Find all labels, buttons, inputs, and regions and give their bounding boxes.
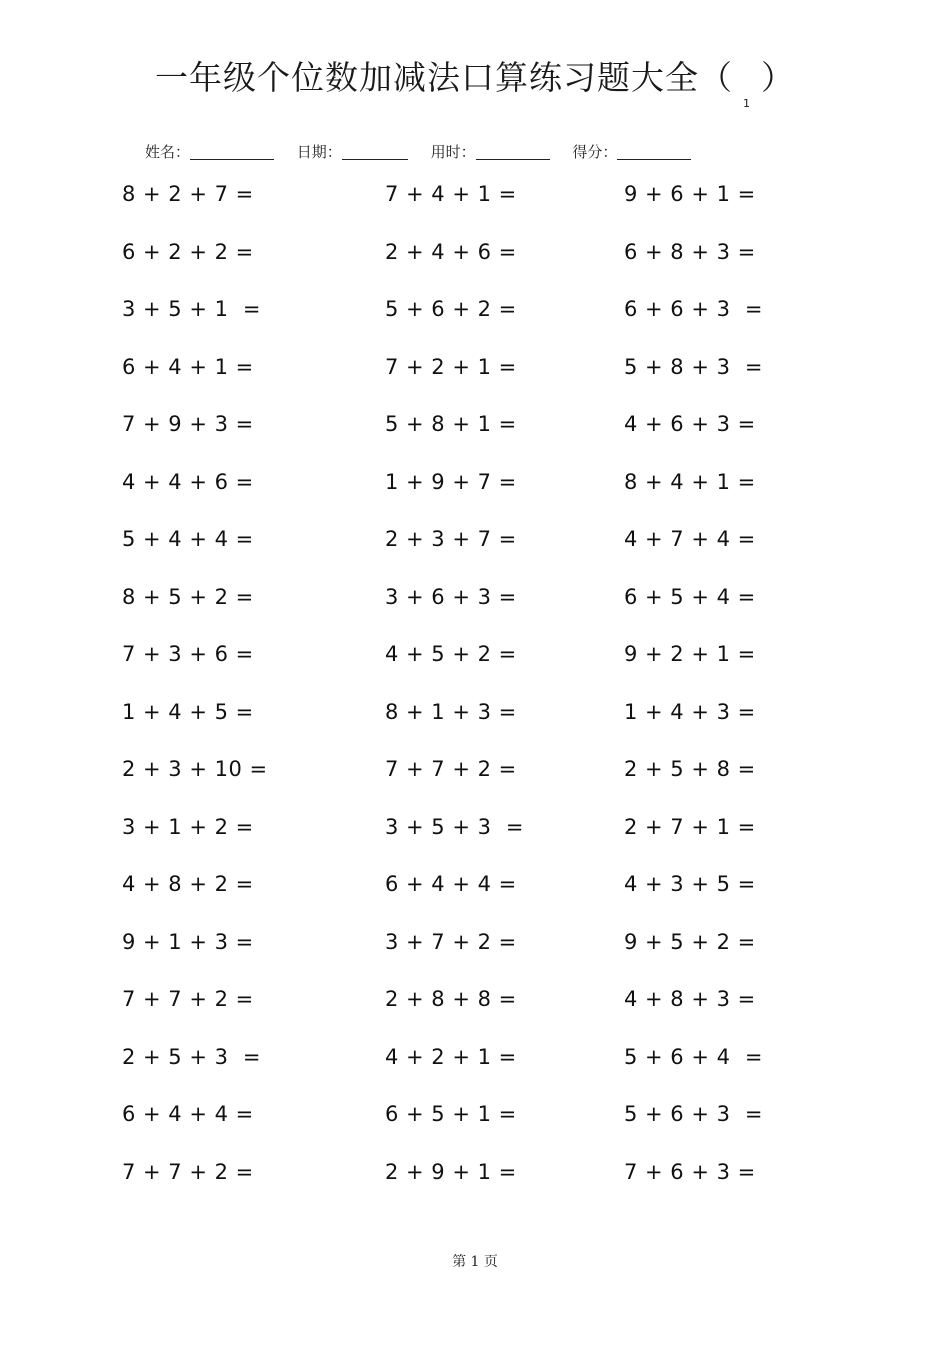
problem: 6 + 2 + 2 = [122,239,254,264]
problem: 2 + 4 + 6 = [385,239,517,264]
problem: 7 + 4 + 1 = [385,182,517,206]
problem: 1 + 9 + 7 = [385,469,517,494]
problem: 9 + 1 + 3 = [122,929,254,954]
problem-row [0,519,950,577]
name-label: 姓名： [145,143,191,161]
problem: 6 + 8 + 3 = [624,239,756,264]
problem: 5 + 6 + 4 = [624,1044,763,1069]
problem: 1 + 4 + 3 = [624,699,756,724]
problem: 8 + 5 + 2 = [122,584,254,609]
date-field[interactable] [297,141,408,162]
problem: 3 + 7 + 2 = [385,929,517,954]
score-field[interactable] [572,141,691,162]
problem: 5 + 6 + 2 = [385,297,517,321]
title-text: 一年级个位数加减法口算练习题大全（ [155,58,733,97]
problem: 2 + 8 + 8 = [385,987,517,1011]
problem: 9 + 2 + 1 = [624,642,756,666]
problem: 2 + 3 + 7 = [385,527,517,551]
page-number: 第 1 页 [452,1254,498,1270]
score-label: 得分： [572,143,618,161]
problem: 2 + 9 + 1 = [385,1159,517,1184]
problem-grid [0,174,950,1209]
problem: 4 + 6 + 3 = [624,412,756,436]
problem-row [0,749,950,807]
problem-row [0,289,950,347]
problem-row [0,174,950,232]
problem: 7 + 6 + 3 = [624,1159,756,1184]
problem: 7 + 9 + 3 = [122,412,254,436]
problem: 6 + 5 + 1 = [385,1102,517,1126]
problem: 5 + 8 + 3 = [624,354,763,379]
problem-row [0,577,950,635]
problem: 4 + 7 + 4 = [624,527,756,551]
name-blank[interactable] [190,143,274,160]
problem: 8 + 4 + 1 = [624,469,756,494]
problem: 6 + 4 + 1 = [122,354,254,379]
problem-row [0,922,950,980]
problem: 3 + 5 + 3 = [385,814,524,839]
date-label: 日期： [296,143,342,161]
problem: 1 + 4 + 5 = [122,699,254,724]
name-field[interactable] [145,141,274,162]
problem: 8 + 1 + 3 = [385,699,517,724]
problem: 6 + 4 + 4 = [122,1102,254,1126]
problem: 4 + 8 + 2 = [122,872,254,896]
problem-row [0,807,950,865]
problem: 3 + 1 + 2 = [122,814,254,839]
time-blank[interactable] [476,143,550,160]
title-close: ） [761,58,795,97]
problem: 7 + 7 + 2 = [122,1159,254,1184]
problem: 4 + 8 + 3 = [624,987,756,1011]
problem: 2 + 7 + 1 = [624,814,756,839]
problem: 7 + 2 + 1 = [385,354,517,379]
problem-row [0,1037,950,1095]
problem-row [0,634,950,692]
problem-row [0,404,950,462]
title-number: 1 [743,97,751,110]
problem: 2 + 5 + 8 = [624,757,756,781]
problem-row [0,1094,950,1152]
problem: 6 + 5 + 4 = [624,584,756,609]
problem-row [0,347,950,405]
problem: 6 + 4 + 4 = [385,872,517,896]
problem: 2 + 3 + 10 = [122,757,268,781]
problem: 5 + 6 + 3 = [624,1102,763,1126]
problem: 3 + 5 + 1 = [122,297,261,321]
problem-row [0,979,950,1037]
problem-row [0,1152,950,1210]
problem: 3 + 6 + 3 = [385,584,517,609]
problem-row [0,864,950,922]
problem: 4 + 2 + 1 = [385,1044,517,1069]
date-blank[interactable] [342,143,408,160]
problem: 5 + 4 + 4 = [122,527,254,551]
problem: 4 + 3 + 5 = [624,872,756,896]
problem: 8 + 2 + 7 = [122,182,254,206]
problem: 4 + 5 + 2 = [385,642,517,666]
problem: 9 + 6 + 1 = [624,182,756,206]
problem: 7 + 3 + 6 = [122,642,254,666]
problem: 2 + 5 + 3 = [122,1044,261,1069]
worksheet-title [0,52,950,110]
score-blank[interactable] [617,143,691,160]
problem: 7 + 7 + 2 = [122,987,254,1011]
problem-row [0,232,950,290]
problem: 4 + 4 + 6 = [122,469,254,494]
problem: 9 + 5 + 2 = [624,929,756,954]
problem-row [0,462,950,520]
problem: 5 + 8 + 1 = [385,412,517,436]
problem: 7 + 7 + 2 = [385,757,517,781]
time-field[interactable] [431,141,550,162]
problem: 6 + 6 + 3 = [624,297,763,321]
student-info-line [145,141,709,162]
time-label: 用时： [430,143,476,161]
problem-row [0,692,950,750]
